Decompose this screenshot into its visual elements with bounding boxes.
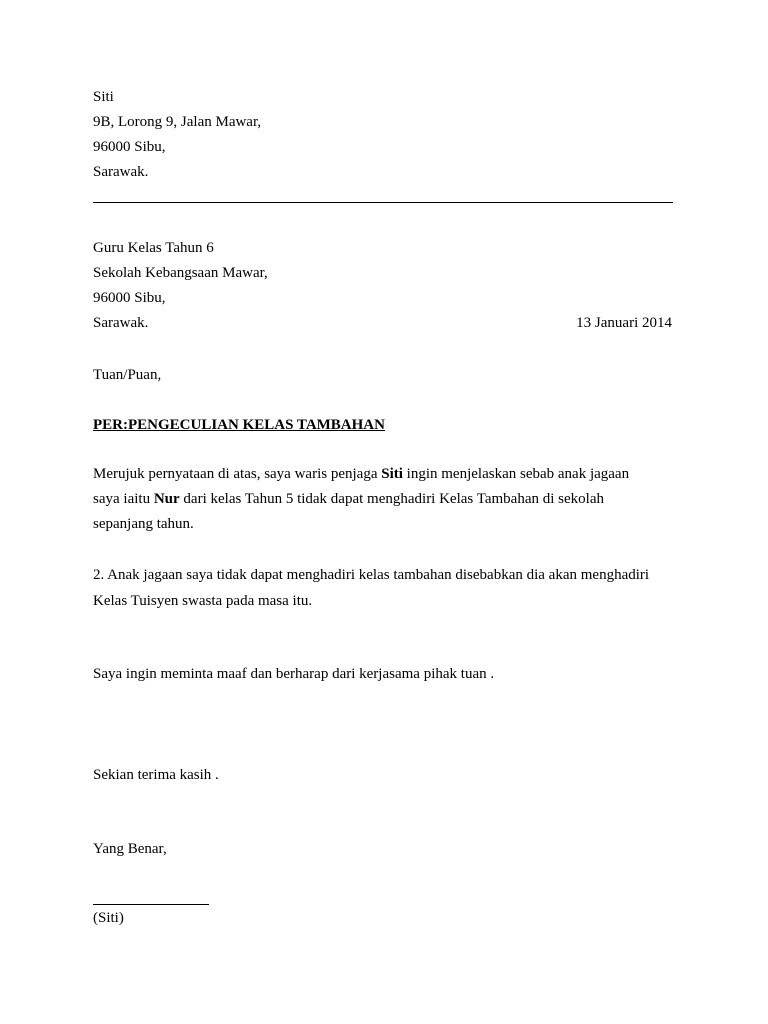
subject-heading: PER:PENGECULIAN KELAS TAMBAHAN — [93, 417, 385, 433]
sender-address-line1: 9B, Lorong 9, Jalan Mawar, — [93, 114, 262, 130]
sender-address-line2: 96000 Sibu, — [93, 139, 166, 155]
sign-off: Yang Benar, — [93, 841, 167, 857]
para1-line1-text-a: Merujuk pernyataan di atas, saya waris penjaga — [93, 466, 382, 482]
para1-line2-text-a: saya iaitu — [93, 491, 154, 507]
para1-line1-text-b: ingin menjelaskan sebab anak jagaan — [402, 466, 630, 482]
para1-line1 — [93, 465, 629, 483]
para1-child-name: Nur — [153, 491, 180, 507]
closing-text: Sekian terima kasih . — [93, 767, 219, 783]
para1-line2 — [93, 490, 604, 508]
para1-line3: sepanjang tahun. — [93, 516, 194, 532]
salutation: Tuan/Puan, — [93, 367, 162, 383]
sender-address-line3: Sarawak. — [93, 164, 149, 180]
recipient-line3: 96000 Sibu, — [93, 290, 166, 306]
para1-line2-text-b: dari kelas Tahun 5 tidak dapat menghadiri Kelas Tambahan di sekolah — [179, 491, 604, 507]
header-divider — [93, 202, 673, 203]
para3: Saya ingin meminta maaf dan berharap dari kerjasama pihak tuan . — [93, 666, 495, 682]
signature-line — [93, 904, 209, 905]
signature-name: (Siti) — [93, 910, 124, 926]
recipient-line1: Guru Kelas Tahun 6 — [93, 240, 214, 256]
recipient-line2: Sekolah Kebangsaan Mawar, — [93, 265, 268, 281]
recipient-line4: Sarawak. — [93, 315, 149, 331]
para2-line1: 2. Anak jagaan saya tidak dapat menghadiri kelas tambahan disebabkan dia akan menghadiri — [93, 567, 650, 583]
para2-line2: Kelas Tuisyen swasta pada masa itu. — [93, 593, 313, 609]
para1-guardian-name: Siti — [381, 466, 403, 482]
sender-name: Siti — [93, 89, 114, 105]
letter-date: 13 Januari 2014 — [576, 315, 672, 331]
